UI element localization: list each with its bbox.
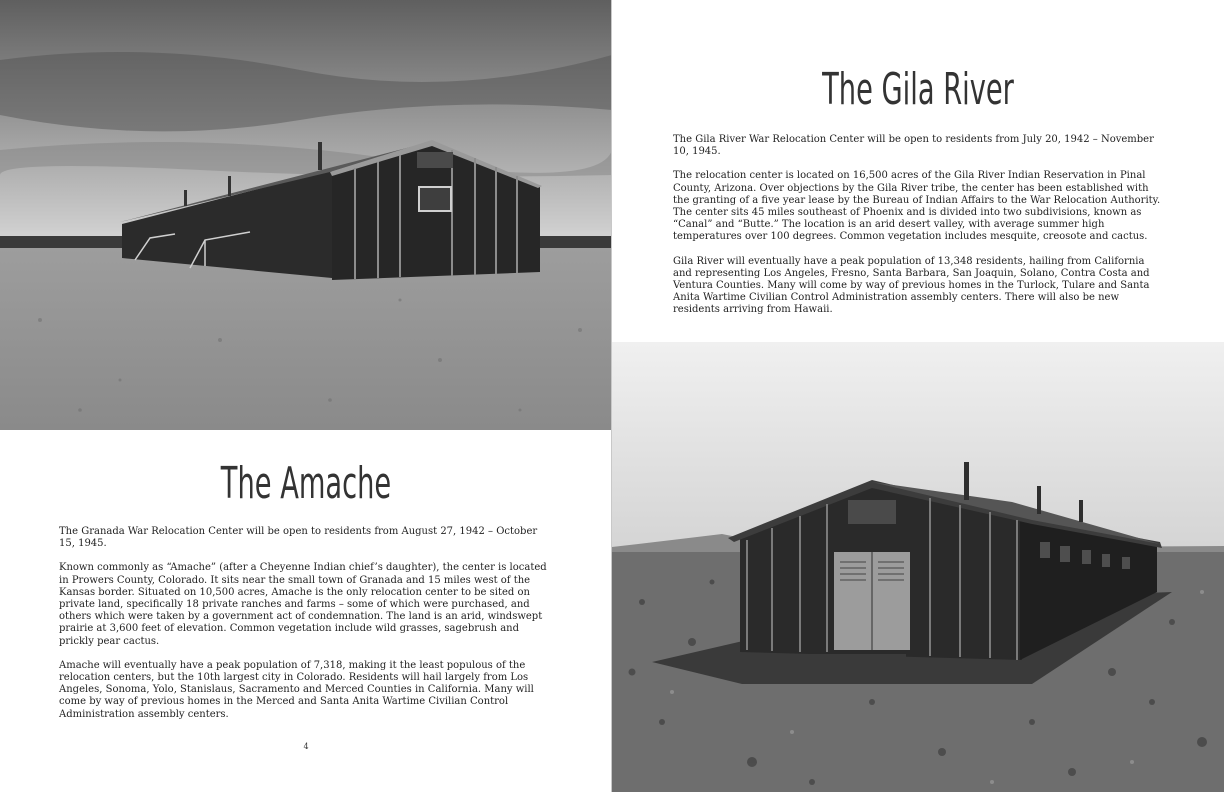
- gila-river-title: The Gila River: [822, 64, 1014, 115]
- gila-river-paragraph: Gila River will eventually have a peak population of 13,348 residents, hailing from California and representing Los Angeles, Fresno, Santa Barbara, San Joaquin, Solano, Contra Costa and Ventura Counties. Many will come by way of previous homes in the Turlock, Tulare and Santa Anita Wartime Civilian Control Administration assembly centers. There will also be new residents arriving from Hawaii.: [673, 255, 1150, 316]
- amache-title: The Amache: [220, 458, 392, 509]
- barrack-photo-bottom: [612, 342, 1224, 792]
- gila-river-body: [673, 134, 1161, 329]
- amache-paragraph: Known commonly as “Amache” (after a Cheyenne Indian chief’s daughter), the center is located in Prowers County, Colorado. It sits near the small town of Granada and 15 miles west of the Kansas border. Situated on 10,500 acres, Amache is the only relocation center to be sited on private land, specifically 18 private ranches and farms – some of which were purchased, and others which were taken by a government act of condemnation. The land is an arid, windswept prairie at 3,600 feet of elevation. Common vegetation include wild grasses, sagebrush and prickly pear cactus.: [59, 562, 547, 647]
- page-gutter: [611, 0, 612, 792]
- barrack-photo-top: [0, 0, 612, 430]
- barrack-photo-top-image: [0, 0, 612, 430]
- gila-river-paragraph: The relocation center is located on 16,500 acres of the Gila River Indian Reservation in Pinal County, Arizona. Over objections by the Gila River tribe, the center has been established with the granting of a five year lease by the Bureau of Indian Affairs to the War Relocation Authority. The center sits 45 miles southeast of Phoenix and is divided into two subdivisions, known as “Canal” and “Butte.” The location is an arid desert valley, with average summer high temperatures over 100 degrees. Common vegetation includes mesquite, creosote and cactus.: [673, 170, 1161, 243]
- amache-body: [59, 526, 555, 733]
- amache-paragraph: Amache will eventually have a peak population of 7,318, making it the least populous of the relocation centers, but the 10th largest city in Colorado. Residents will hail largely from Los Angeles, Sonoma, Yolo, Stanislaus, Sacramento and Merced Counties in California. Many will come by way of previous homes in the Merced and Santa Anita Wartime Civilian Control Administration assembly centers.: [59, 659, 534, 720]
- gila-river-paragraph: The Gila River War Relocation Center will be open to residents from July 20, 1942 – November 10, 1945.: [673, 134, 1154, 158]
- barrack-photo-bottom-image: [612, 342, 1224, 792]
- amache-paragraph: The Granada War Relocation Center will be open to residents from August 27, 1942 – October 15, 1945.: [59, 526, 538, 550]
- page-number: 4: [303, 742, 309, 751]
